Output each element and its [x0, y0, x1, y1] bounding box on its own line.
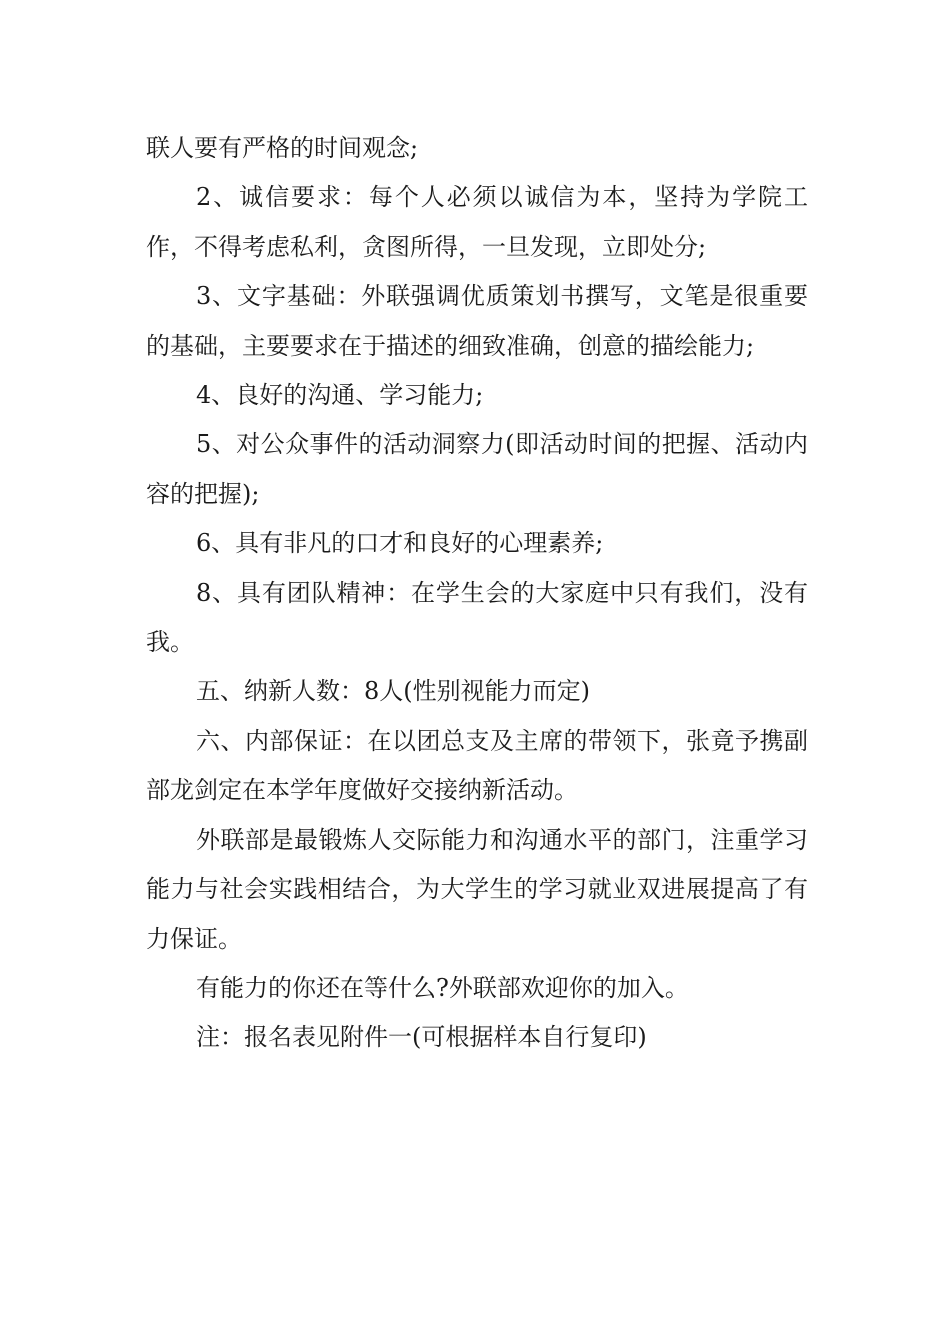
document-body	[146, 124, 808, 1063]
paragraph-eloquence: 6、具有非凡的口才和良好的心理素养;	[196, 529, 604, 558]
paragraph-writing: 3、文字基础：外联强调优质策划书撰写，文笔是很重要的基础，主要要求在于描述的细致准确，创意的描绘能力;	[146, 282, 808, 360]
paragraph-teamwork: 8、具有团队精神：在学生会的大家庭中只有我们，没有我。	[146, 578, 808, 657]
paragraph-note: 注：报名表见附件一(可根据样本自行复印)	[196, 1023, 647, 1052]
paragraph-integrity: 2、诚信要求：每个人必须以诚信为本，坚持为学院工作，不得考虑私利，贪图所得，一旦发现，立即处分;	[146, 183, 808, 261]
paragraph-invitation: 有能力的你还在等什么?外联部欢迎你的加入。	[196, 973, 689, 1002]
paragraph-recruit-count: 五、纳新人数：8人(性别视能力而定)	[196, 677, 590, 706]
paragraph-insight: 5、对公众事件的活动洞察力(即活动时间的把握、活动内容的把握);	[146, 430, 808, 508]
paragraph-department-intro: 外联部是最锻炼人交际能力和沟通水平的部门，注重学习能力与社会实践相结合，为大学生的学习就业双进展提高了有力保证。	[146, 825, 808, 953]
paragraph-internal-guarantee: 六、内部保证：在以团总支及主席的带领下，张竟予携副部龙剑定在本学年度做好交接纳新活动。	[146, 726, 808, 805]
paragraph-time-concept: 联人要有严格的时间观念;	[146, 134, 419, 162]
paragraph-communication: 4、良好的沟通、学习能力;	[196, 381, 484, 410]
